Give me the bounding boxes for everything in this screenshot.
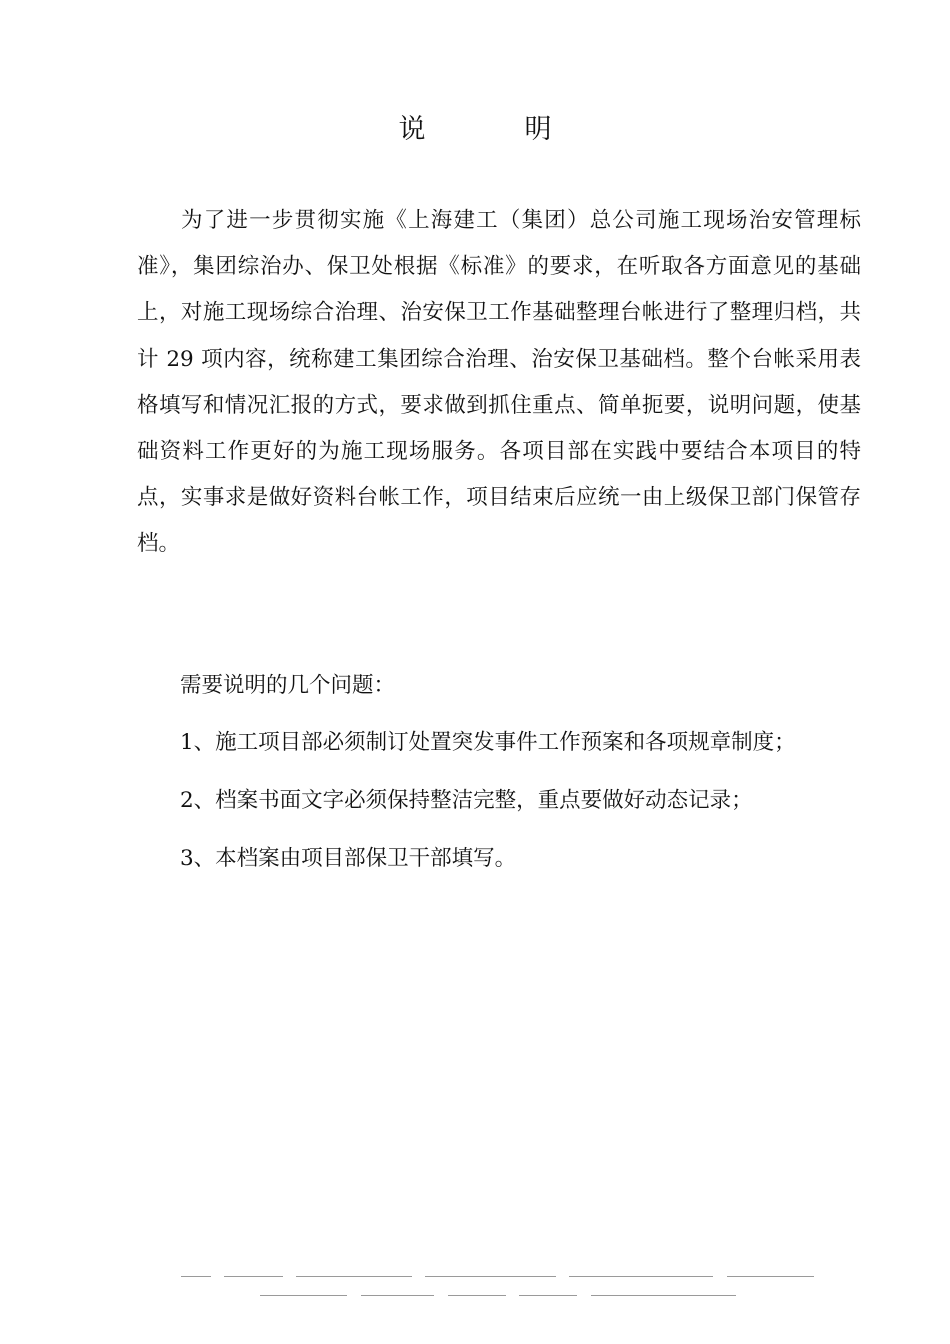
footer-rule-row-2 <box>0 1295 950 1297</box>
footer-rule-row-1 <box>0 1276 950 1278</box>
footer-rule <box>260 1295 347 1296</box>
footer-rule <box>181 1276 211 1277</box>
document-title: 说 明 <box>398 114 588 145</box>
footer-rule <box>591 1295 736 1296</box>
intro-paragraph: 为了进一步贯彻实施《上海建工（集团）总公司施工现场治安管理标准》，集团综治办、保卫处根据《标准》的要求，在听取各方面意见的基础上，对施工现场综合治理、治安保卫工作基础整理台帐进行了整理归档，共计 29 项内容，统称建工集团综合治理、治安保卫基础档。整个台帐采用表格填写和情况汇报的方式，要求做到抓住重点、简单扼要，说明问题，使基础资料工作更好的为施工现场服务。各项目部在实践中要结合本项目的特点，实事求是做好资料台帐工作，项目结束后应统一由上级保卫部门保管存档。 <box>137 208 861 557</box>
footer-rule <box>448 1295 506 1296</box>
note-item-1: 1、施工项目部必须制订处置突发事件工作预案和各项规章制度； <box>180 730 796 755</box>
note-item-2: 2、档案书面文字必须保持整洁完整，重点要做好动态记录； <box>180 788 753 813</box>
footer-rule <box>727 1276 814 1277</box>
note-item-3: 3、本档案由项目部保卫干部填写。 <box>180 846 517 871</box>
footer-rule <box>296 1276 412 1277</box>
notes-heading: 需要说明的几个问题： <box>180 673 396 698</box>
footer-rule <box>224 1276 283 1277</box>
footer-rule <box>361 1295 434 1296</box>
footer-rule <box>425 1276 556 1277</box>
footer-rule <box>519 1295 577 1296</box>
footer-rule <box>569 1276 713 1277</box>
